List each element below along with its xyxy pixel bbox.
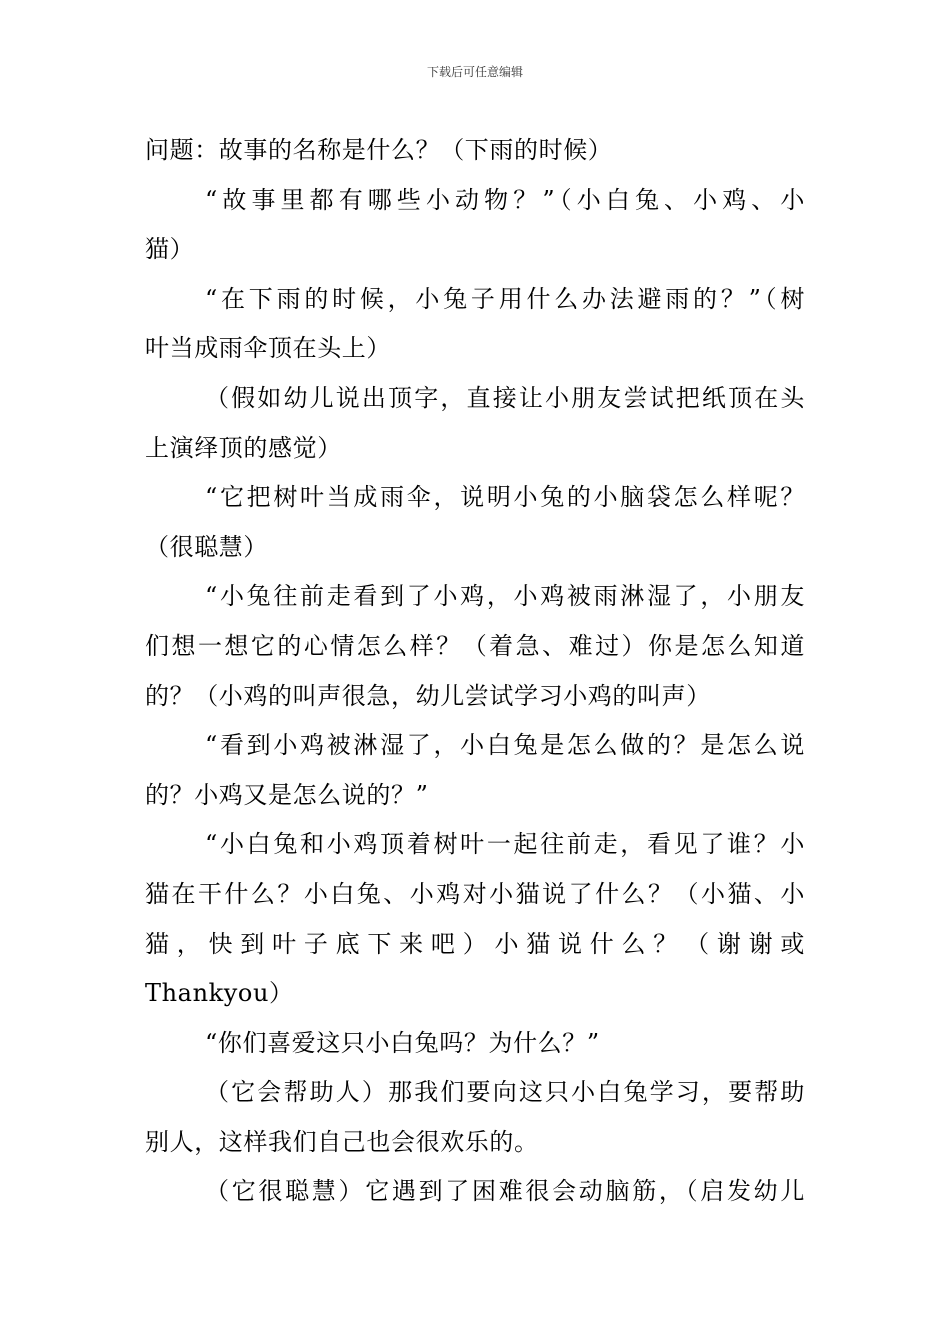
text-line: （假如幼儿说出顶字，直接让小朋友尝试把纸顶在头 — [205, 383, 805, 412]
text-line: “小兔往前走看到了小鸡，小鸡被雨淋湿了，小朋友 — [205, 582, 805, 611]
text-line: Thankyou） — [145, 979, 294, 1008]
page-header: 下载后可任意编辑 — [426, 65, 523, 79]
text-line: 上演绎顶的感觉） — [145, 433, 342, 462]
text-line: “它把树叶当成雨伞，说明小兔的小脑袋怎么样呢？ — [205, 483, 805, 512]
text-line: “小白兔和小鸡顶着树叶一起往前走，看见了谁？小 — [205, 830, 805, 859]
text-line: 问题：故事的名称是什么？（下雨的时候） — [145, 136, 613, 164]
text-line: “看到小鸡被淋湿了，小白兔是怎么做的？是怎么说 — [205, 731, 805, 760]
text-line: 猫） — [145, 235, 195, 264]
text-line: “故事里都有哪些小动物？”（小白兔、小鸡、小 — [205, 185, 805, 214]
text-line: （它会帮助人）那我们要向这只小白兔学习，要帮助 — [205, 1078, 805, 1107]
text-line: “你们喜爱这只小白兔吗？为什么？” — [205, 1028, 600, 1057]
text-line: 叶当成雨伞顶在头上） — [145, 334, 391, 363]
text-line: （它很聪慧）它遇到了困难很会动脑筋，（启发幼儿 — [205, 1177, 805, 1206]
document-body — [145, 126, 805, 1217]
text-line: 的？（小鸡的叫声很急，幼儿尝试学习小鸡的叫声） — [145, 681, 711, 710]
text-line: 的？小鸡又是怎么说的？” — [145, 780, 429, 809]
text-line: “在下雨的时候，小兔子用什么办法避雨的？”（树 — [205, 284, 805, 313]
text-line: 们想一想它的心情怎么样？（着急、难过）你是怎么知道 — [145, 631, 805, 660]
text-line: 猫在干什么？小白兔、小鸡对小猫说了什么？（小猫、小 — [145, 879, 805, 908]
text-line: （很聪慧） — [145, 532, 268, 561]
text-line: 别人，这样我们自己也会很欢乐的。 — [145, 1127, 539, 1156]
text-line: 猫，快到叶子底下来吧）小猫说什么？（谢谢或 — [145, 929, 805, 958]
